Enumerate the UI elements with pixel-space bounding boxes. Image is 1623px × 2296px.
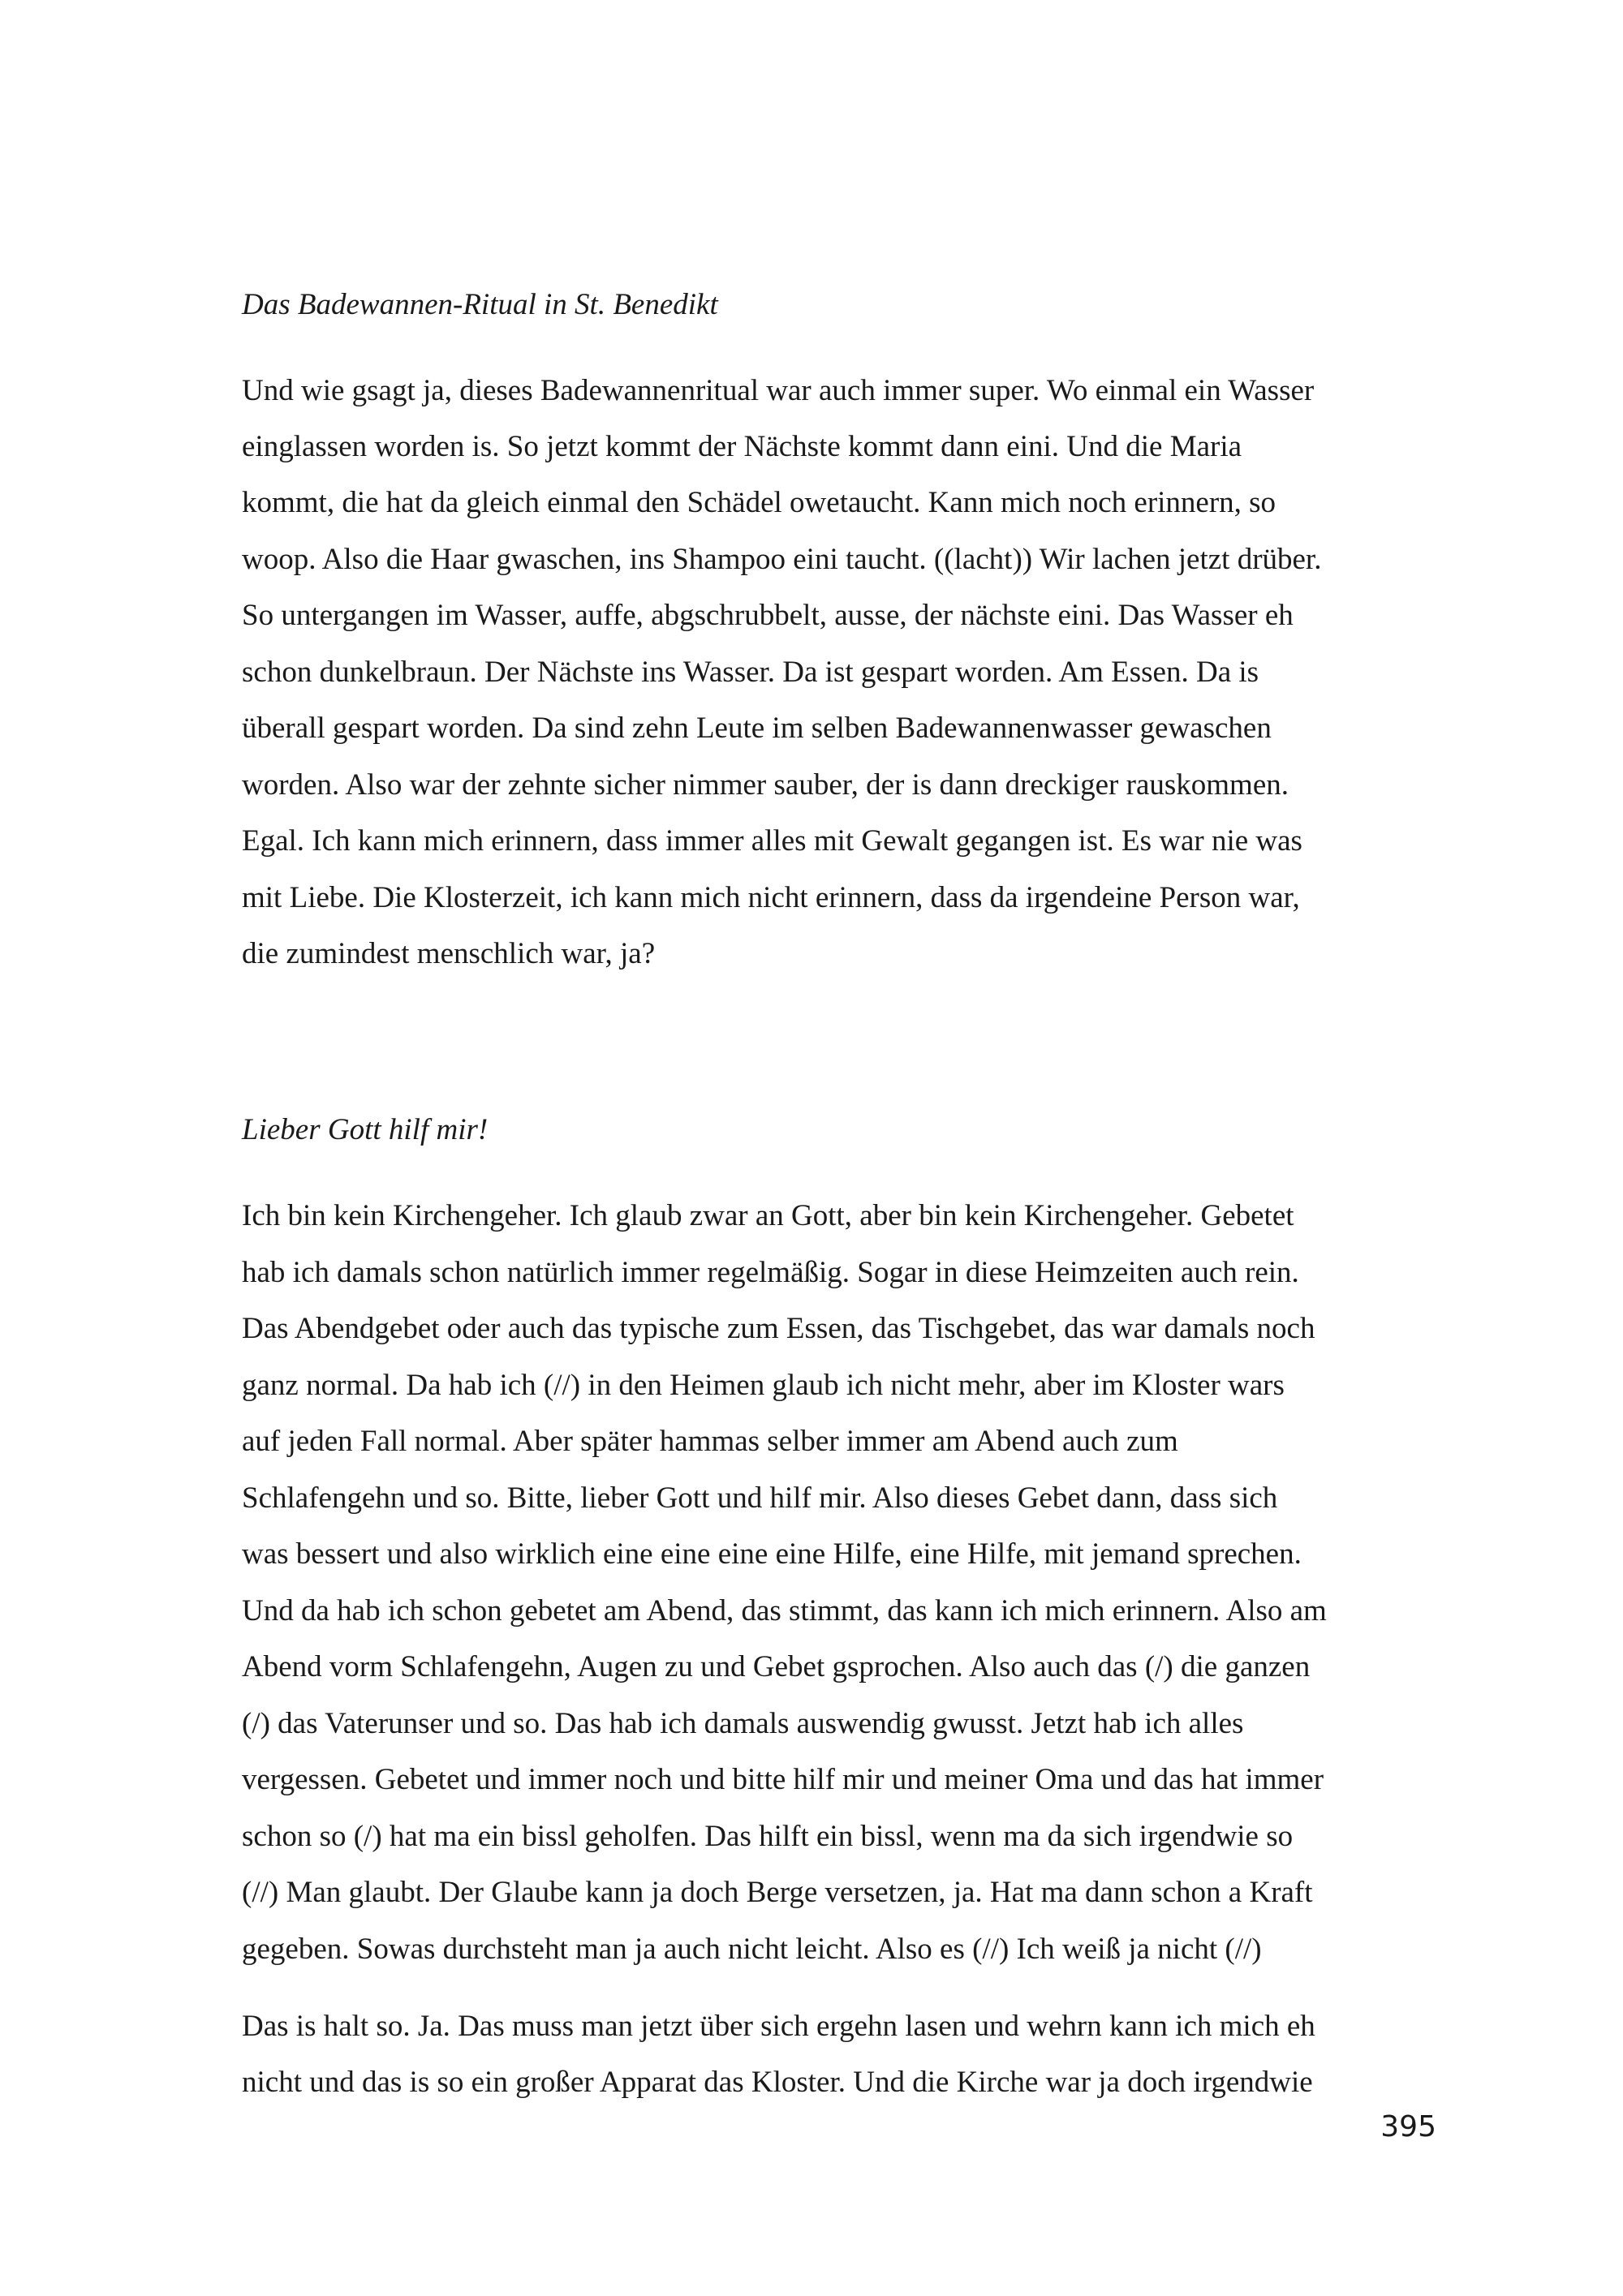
text-line: Abend vorm Schlafengehn, Augen zu und Gebet gsprochen. Also auch das (/) die ganzen [242, 1650, 1311, 1683]
text-line: gegeben. Sowas durchsteht man ja auch nicht leicht. Also es (//) Ich weiß ja nicht (//) [242, 1933, 1262, 1966]
text-line: worden. Also war der zehnte sicher nimmer sauber, der is dann dreckiger rauskommen. [242, 768, 1289, 802]
text-line: die zumindest menschlich war, ja? [242, 937, 656, 970]
text-line: auf jeden Fall normal. Aber später hammas selber immer am Abend auch zum [242, 1425, 1178, 1458]
page-number: 395 [1380, 2110, 1436, 2143]
text-line: vergessen. Gebetet und immer noch und bitte hilf mir und meiner Oma und das hat immer [242, 1763, 1324, 1796]
text-line: So untergangen im Wasser, auffe, abgschrubbelt, ausse, der nächste eini. Das Wasser eh [242, 599, 1294, 632]
text-line: einglassen worden is. So jetzt kommt der Nächste kommt dann eini. Und die Maria [242, 430, 1242, 463]
text-line: (//) Man glaubt. Der Glaube kann ja doch Berge versetzen, ja. Hat ma dann schon a Kraft [242, 1876, 1313, 1909]
text-line: Und wie gsagt ja, dieses Badewannenritual war auch immer super. Wo einmal ein Wasser [242, 374, 1315, 407]
text-line: Egal. Ich kann mich erinnern, dass immer alles mit Gewalt gegangen ist. Es war nie was [242, 824, 1302, 858]
section-heading: Das Badewannen-Ritual in St. Benedikt [242, 288, 718, 321]
text-line: schon dunkelbraun. Der Nächste ins Wasser. Da ist gespart worden. Am Essen. Da is [242, 656, 1259, 689]
text-line: überall gespart worden. Da sind zehn Leute im selben Badewannenwasser gewaschen [242, 712, 1272, 745]
text-line: was bessert und also wirklich eine eine eine eine Hilfe, eine Hilfe, mit jemand sprechen. [242, 1537, 1302, 1571]
text-line: Das is halt so. Ja. Das muss man jetzt über sich ergehn lasen und wehrn kann ich mich eh [242, 2010, 1315, 2043]
text-line: ganz normal. Da hab ich (//) in den Heimen glaub ich nicht mehr, aber im Kloster wars [242, 1369, 1285, 1402]
text-line: (/) das Vaterunser und so. Das hab ich damals auswendig gwusst. Jetzt hab ich alles [242, 1707, 1244, 1740]
text-line: hab ich damals schon natürlich immer regelmäßig. Sogar in diese Heimzeiten auch rein. [242, 1256, 1299, 1289]
text-line: Das Abendgebet oder auch das typische zum Essen, das Tischgebet, das war damals noch [242, 1312, 1315, 1345]
text-line: woop. Also die Haar gwaschen, ins Shampoo eini taucht. ((lacht)) Wir lachen jetzt drüber. [242, 543, 1322, 576]
text-line: kommt, die hat da gleich einmal den Schädel owetaucht. Kann mich noch erinnern, so [242, 486, 1276, 519]
text-line: schon so (/) hat ma ein bissl geholfen. Das hilft ein bissl, wenn ma da sich irgendwie so [242, 1820, 1294, 1853]
text-line: Schlafengehn und so. Bitte, lieber Gott und hilf mir. Also dieses Gebet dann, dass sich [242, 1481, 1278, 1515]
text-line: Und da hab ich schon gebetet am Abend, das stimmt, das kann ich mich erinnern. Also am [242, 1594, 1327, 1627]
text-line: mit Liebe. Die Klosterzeit, ich kann mich nicht erinnern, dass da irgendeine Person war, [242, 881, 1300, 914]
section-heading: Lieber Gott hilf mir! [242, 1113, 489, 1146]
text-line: nicht und das is so ein großer Apparat das Kloster. Und die Kirche war ja doch irgendwie [242, 2066, 1313, 2099]
text-line: Ich bin kein Kirchengeher. Ich glaub zwar an Gott, aber bin kein Kirchengeher. Gebetet [242, 1199, 1294, 1232]
